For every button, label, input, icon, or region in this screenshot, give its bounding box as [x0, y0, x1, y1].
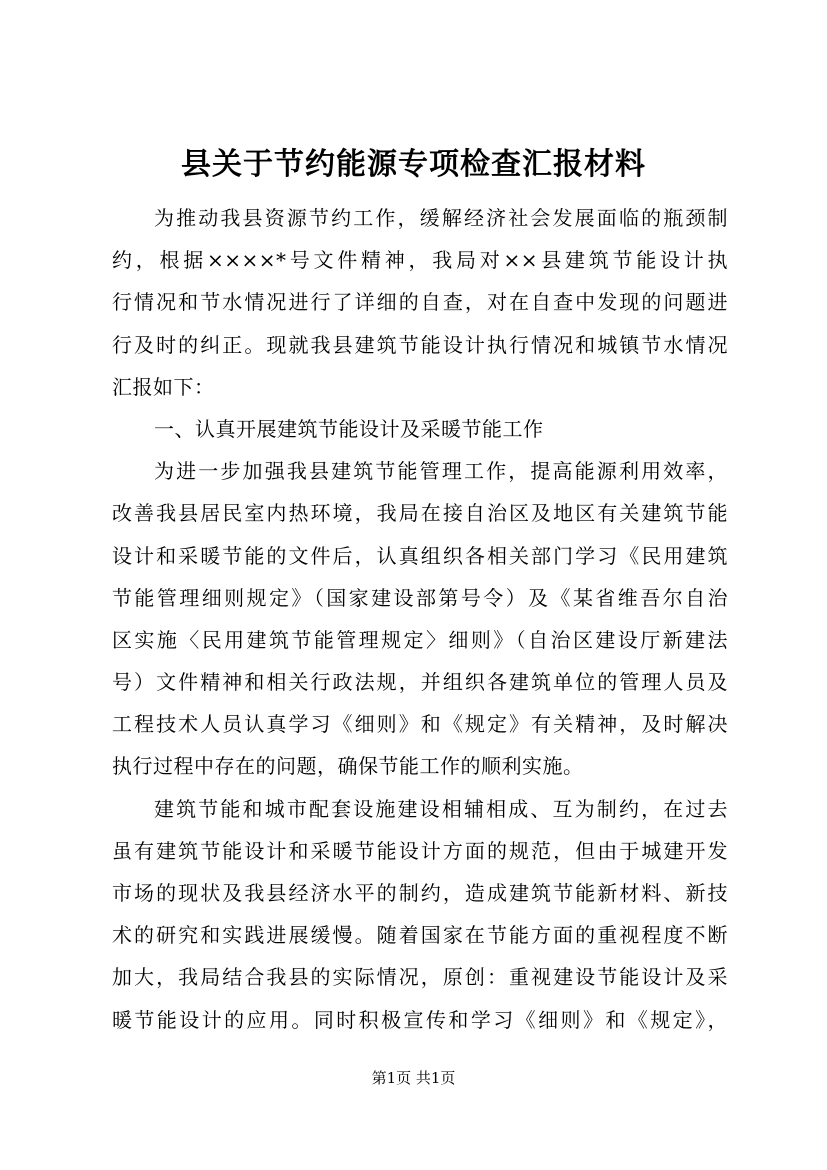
text-line: 行情况和节水情况进行了详细的自查，对在自查中发现的问题进 [112, 290, 728, 315]
text-line: 为进一步加强我县建筑节能管理工作，提高能源利用效率， [154, 459, 728, 484]
text-line: 术的研究和实践进展缓慢。随着国家在节能方面的重视程度不断 [112, 923, 728, 948]
text-line: 执行过程中存在的问题，确保节能工作的顺利实施。 [112, 754, 584, 779]
text-line: 为推动我县资源节约工作，缓解经济社会发展面临的瓶颈制 [154, 206, 728, 230]
document-title: 县关于节约能源专项检查汇报材料 [181, 147, 646, 182]
text-line: 节能管理细则规定》（国家建设部第号令）及《某省维吾尔自治 [112, 585, 728, 610]
text-line: 行及时的纠正。现就我县建筑节能设计执行情况和城镇节水情况 [112, 332, 728, 357]
document-body [112, 197, 728, 1041]
text-line: 改善我县居民室内热环境，我局在接自治区及地区有关建筑节能 [112, 501, 728, 526]
page-footer: 第1页 共1页 [371, 1069, 456, 1087]
text-line: 约，根据××××*号文件精神，我局对××县建筑节能设计执 [112, 248, 728, 273]
text-line: 汇报如下： [112, 374, 215, 399]
text-line: 市场的现状及我县经济水平的制约，造成建筑节能新材料、新技 [112, 881, 728, 905]
section-heading: 一、认真开展建筑节能设计及采暖节能工作 [154, 416, 544, 441]
text-line: 号）文件精神和相关行政法规，并组织各建筑单位的管理人员及 [112, 670, 728, 695]
text-line: 设计和采暖节能的文件后，认真组织各相关部门学习《民用建筑 [112, 543, 728, 568]
text-line: 区实施〈民用建筑节能管理规定〉细则》（自治区建设厅新建法 [112, 627, 728, 652]
text-line: 加大，我局结合我县的实际情况，原创：重视建设节能设计及采 [112, 965, 728, 990]
text-line: 虽有建筑节能设计和采暖节能设计方面的规范，但由于城建开发 [112, 838, 728, 863]
text-line: 建筑节能和城市配套设施建设相辅相成、互为制约，在过去 [154, 796, 728, 821]
text-line: 暖节能设计的应用。同时积极宣传和学习《细则》和《规定》， [112, 1007, 728, 1032]
text-line: 工程技术人员认真学习《细则》和《规定》有关精神，及时解决 [112, 712, 728, 737]
